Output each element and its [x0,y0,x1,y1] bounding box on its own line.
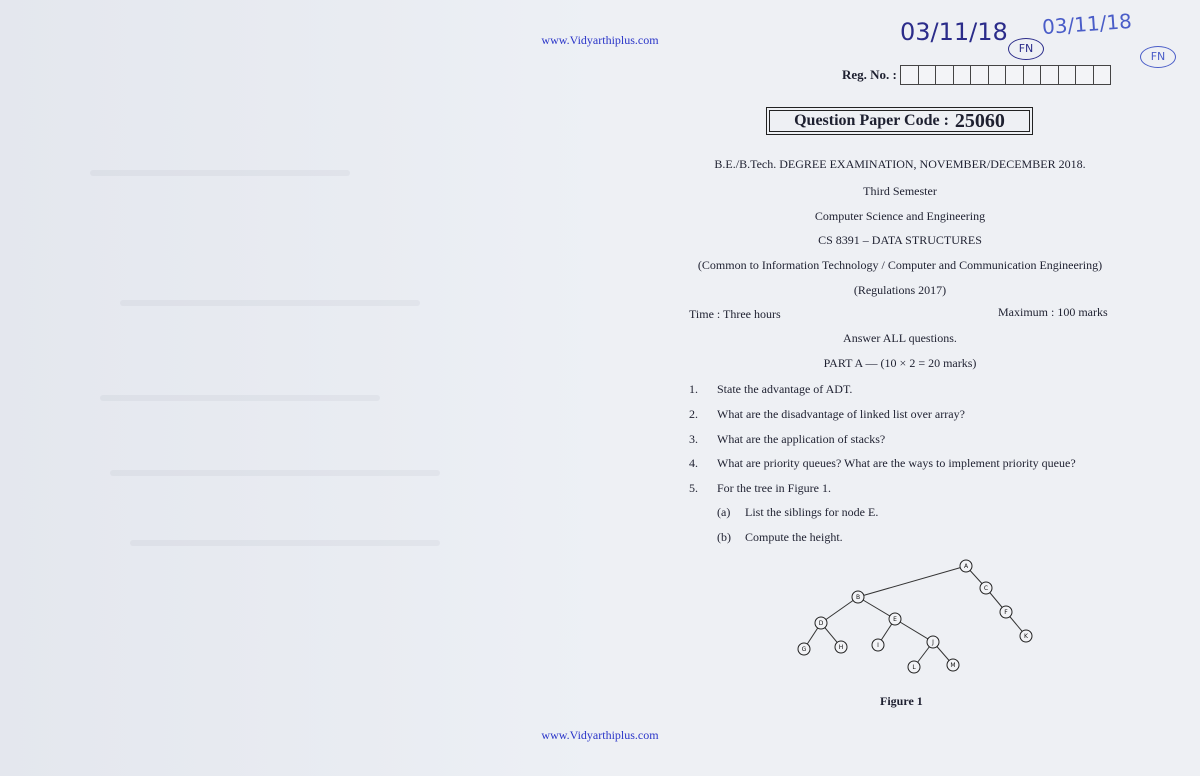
tree-node-l [908,661,920,673]
watermark-top[interactable]: www.Vidyarthiplus.com [541,33,659,47]
question-number: 5. [689,481,698,495]
tree-node-label: L [912,664,916,671]
department: Computer Science and Engineering [814,209,986,223]
tree-node-label: H [838,644,844,651]
time-label: Time : Three hours [689,307,781,321]
reg-no-box[interactable] [918,65,936,85]
bleed-through-line [110,470,440,476]
reg-no-box[interactable] [900,65,918,85]
question-number: 2. [689,407,698,421]
qpc-label: Question Paper Code : [794,112,949,129]
instruction: Answer ALL questions. [843,331,957,345]
reg-no-label: Reg. No. : [842,67,897,82]
question-text: State the advantage of ADT. [717,382,853,396]
tree-figure [780,550,1060,680]
question-text: What are priority queues? What are the ways to implement priority queue? [717,456,1076,470]
tree-node-e [889,613,901,625]
question-text: What are the disadvantage of linked list over array? [717,407,965,421]
semester: Third Semester [863,184,937,198]
reg-no-box[interactable] [988,65,1006,85]
tree-node-g [798,643,810,655]
tree-node-label: M [950,662,956,669]
max-marks: Maximum : 100 marks [998,305,1108,319]
subquestion-label: (b) [717,530,731,544]
figure-caption: Figure 1 [880,694,923,708]
reg-no-box[interactable] [1093,65,1112,85]
question-text: What are the application of stacks? [717,432,886,446]
bleed-through-line [90,170,350,176]
tree-node-k [1020,630,1032,642]
tree-node-label: C [983,585,989,592]
tree-node-label: D [818,620,824,627]
reg-no-box[interactable] [1005,65,1023,85]
reg-no-box[interactable] [1040,65,1058,85]
reg-no-box[interactable] [1075,65,1093,85]
watermark-bottom[interactable]: www.Vidyarthiplus.com [541,728,659,742]
question-number: 3. [689,432,698,446]
bleed-through-line [120,300,420,306]
tree-node-j [927,636,939,648]
handwritten-fn-mark-1 [1008,38,1044,60]
fn-mark-text: FN [1018,42,1034,55]
reg-no-box[interactable] [1058,65,1076,85]
subquestion-text: Compute the height. [745,530,843,544]
tree-node-b [852,591,864,603]
bleed-through-line [130,540,440,546]
tree-node-label: I [877,642,879,649]
qpc-code: 25060 [954,109,1005,132]
course-title: CS 8391 – DATA STRUCTURES [818,233,982,247]
bleed-through-line [100,395,380,401]
tree-node-label: E [893,616,897,623]
regulations: (Regulations 2017) [853,283,947,297]
handwritten-fn-mark-2 [1140,46,1176,68]
tree-node-label: J [932,639,934,646]
tree-node-m [947,659,959,671]
tree-node-f [1000,606,1012,618]
reg-no-box[interactable] [953,65,971,85]
tree-node-label: F [1004,609,1008,616]
handwritten-date-2: 03/11/18 [1041,8,1133,40]
common-note: (Common to Information Technology / Computer and Communication Engineering) [697,258,1103,272]
reg-no-box[interactable] [970,65,988,85]
tree-node-h [835,641,847,653]
tree-node-c [980,582,992,594]
reg-no-box[interactable] [935,65,953,85]
question-paper-code [766,107,1033,135]
tree-node-label: B [855,594,861,601]
subquestion-text: List the siblings for node E. [745,505,879,519]
reg-no-boxes[interactable] [900,65,1111,85]
tree-node-label: A [963,563,969,570]
tree-node-label: K [1024,633,1028,640]
fn-mark-text: FN [1150,50,1166,63]
question-number: 1. [689,382,698,396]
reg-no-box[interactable] [1023,65,1041,85]
exam-title: B.E./B.Tech. DEGREE EXAMINATION, NOVEMBER/DECEMBER 2018. [714,157,1086,171]
tree-node-d [815,617,827,629]
tree-node-label: G [801,646,807,653]
question-number: 4. [689,456,698,470]
question-text: For the tree in Figure 1. [717,481,831,495]
tree-node-a [960,560,972,572]
part-heading: PART A — (10 × 2 = 20 marks) [823,356,977,370]
handwritten-date-1: 03/11/18 [900,18,1008,46]
tree-node-i [872,639,884,651]
subquestion-label: (a) [717,505,731,519]
